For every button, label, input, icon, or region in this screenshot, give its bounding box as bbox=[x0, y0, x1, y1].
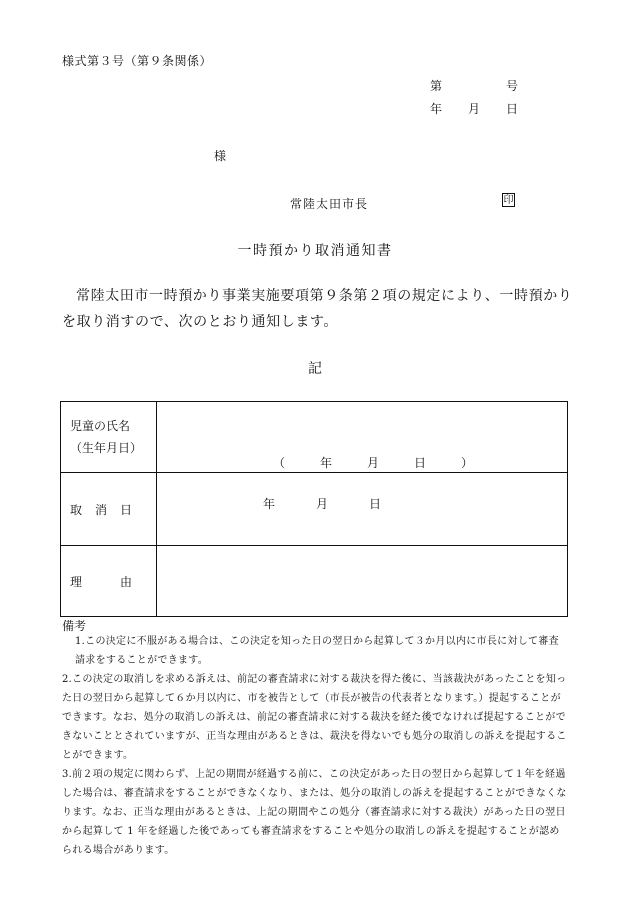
remark-item-1: 1.この決定に不服がある場合は、この決定を知った日の翌日から起算して３か月以内に市長に対して審査請求をすることができます。 bbox=[75, 636, 559, 666]
birth-close-paren: ） bbox=[460, 456, 473, 470]
cancel-date-label bbox=[61, 473, 157, 546]
cancel-date-row bbox=[61, 473, 568, 546]
birth-year: 年 bbox=[319, 456, 332, 470]
issue-date-month: 月 bbox=[468, 102, 481, 116]
reason-label bbox=[61, 546, 157, 617]
remarks-heading: 備考 bbox=[62, 619, 87, 633]
cancel-year: 年 bbox=[263, 497, 276, 511]
birth-open-paren: （ bbox=[273, 456, 286, 470]
remarks-list bbox=[62, 632, 567, 860]
issue-date-day: 日 bbox=[506, 102, 519, 116]
cancel-date-value-cell[interactable] bbox=[157, 473, 568, 546]
birth-month: 月 bbox=[366, 456, 379, 470]
birth-day: 日 bbox=[413, 456, 426, 470]
remark-item-3: 3.前２項の規定に関わらず、上記の期間が経過する前に、この決定があった日の翌日から起算して１年を経過した場合は、審査請求をすることができなくなり、または、処分の取消しの訴えを提起することができなくなります。なお、正当な理由があるときは、上記の期間やこの処分（審査請求に対する裁決）があった日の翌日から起算して 1 年を経過した後であっても審査請求をすることや処分の取消しの訴えを提起することが認められる場合があります。 bbox=[62, 769, 567, 856]
child-label bbox=[61, 402, 157, 473]
document-number bbox=[430, 77, 519, 94]
cancel-month: 月 bbox=[315, 497, 328, 511]
cancel-label-char-3: 日 bbox=[119, 502, 132, 517]
info-table bbox=[60, 401, 568, 617]
ki-heading: 記 bbox=[308, 361, 322, 377]
document-title: 一時預かり取消通知書 bbox=[237, 243, 393, 259]
remark-item-2: 2.この決定の取消しを求める訴えは、前記の審査請求に対する裁決を得た後に、当該裁決があったことを知った日の翌日から起算して６か月以内に、市を被告として（市長が被告の代表者となります。）提起することができます。なお、処分の取消しの訴えは、前記の審査請求に対する裁決を経た後でなければ提起することができないこととされていますが、正当な理由があるときは、裁決を得ないでも処分の取消しの訴えを提起することができます。 bbox=[62, 674, 567, 761]
birth-date bbox=[273, 454, 473, 471]
reason-value-cell[interactable] bbox=[157, 546, 568, 617]
form-number: 様式第３号（第９条関係） bbox=[62, 54, 213, 68]
issuer-title: 常陸太田市長 bbox=[290, 197, 369, 211]
reason-label-char-1: 理 bbox=[70, 574, 83, 589]
issue-date-year: 年 bbox=[430, 102, 443, 116]
child-value-cell[interactable] bbox=[157, 402, 568, 473]
reason-row bbox=[61, 546, 568, 617]
document-number-prefix: 第 bbox=[430, 79, 443, 93]
cancel-label-char-1: 取 bbox=[70, 502, 83, 517]
cancel-date bbox=[263, 495, 381, 512]
child-name-label: 児童の氏名 bbox=[70, 419, 131, 433]
body-paragraph: 常陸太田市一時預かり事業実施要項第９条第２項の規定により、一時預かりを取り消すので、次のとおり通知します。 bbox=[62, 288, 573, 330]
document-number-suffix: 号 bbox=[506, 79, 519, 93]
child-row bbox=[61, 402, 568, 473]
seal-stamp: 印 bbox=[503, 195, 514, 206]
addressee-honorific: 様 bbox=[214, 149, 227, 163]
cancel-day: 日 bbox=[368, 497, 381, 511]
reason-label-char-2: 由 bbox=[119, 574, 132, 589]
child-birth-label: （生年月日） bbox=[70, 441, 143, 455]
cancel-label-char-2: 消 bbox=[94, 502, 107, 517]
